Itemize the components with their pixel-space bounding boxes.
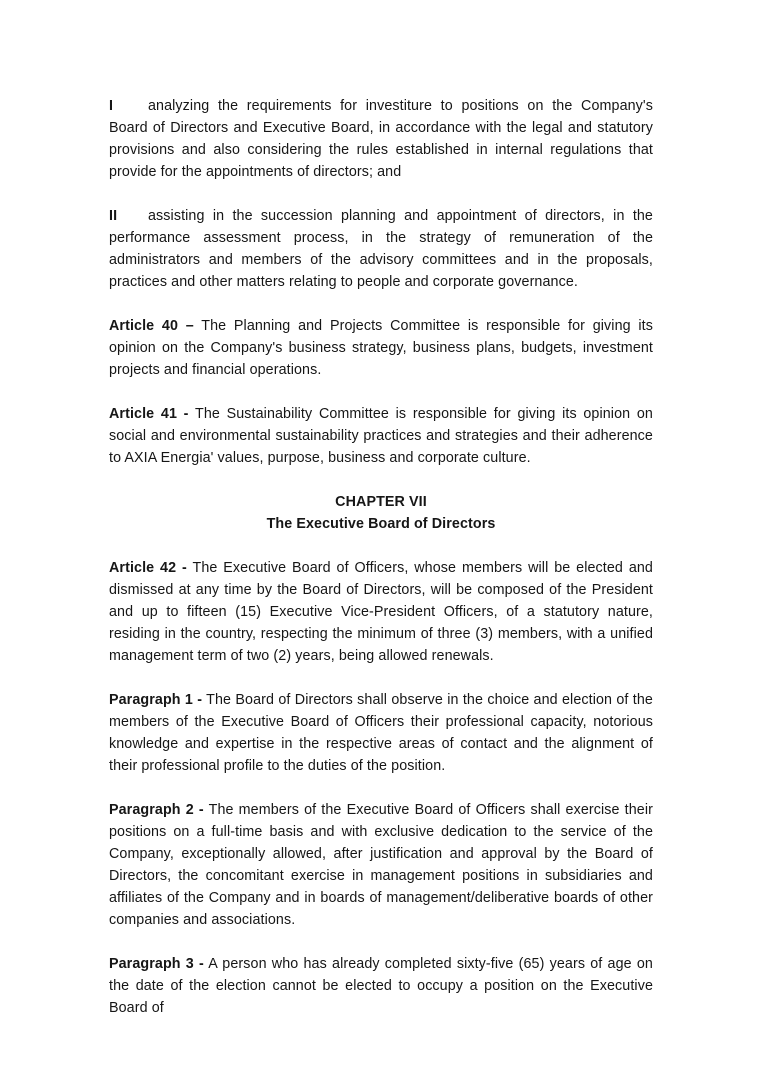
paragraph-3-text: A person who has already completed sixty-five (65) years of age on the date of the election cannot be elected to occupy a position on the Executive Board of [109, 956, 653, 1016]
article-42-text: The Executive Board of Officers, whose members will be elected and dismissed at any time by the Board of Directors, will be composed of the President and up to fifteen (15) Executive Vice-President Officers, of a statutory nature, residing in the country, respecting the minimum of three (3) members, with a unified management term of two (2) years, being allowed renewals. [109, 560, 653, 664]
chapter-title: The Executive Board of Directors [266, 516, 496, 532]
article-42-lead: Article 42 - [109, 560, 187, 576]
chapter-number: CHAPTER VII [335, 494, 427, 510]
paragraph-1-lead: Paragraph 1 - [109, 692, 203, 708]
paragraph-3 [109, 953, 653, 1019]
clause-text: analyzing the requirements for investiture to positions on the Company's Board of Directors and Executive Board, in accordance with the legal and statutory provisions and also considering the rules established in internal regulations that provide for the appointments of directors; and [109, 98, 653, 180]
article-40 [109, 315, 653, 381]
article-40-text: The Planning and Projects Committee is responsible for giving its opinion on the Company's business strategy, business plans, budgets, investment projects and financial operations. [109, 318, 653, 378]
clause-text: assisting in the succession planning and appointment of directors, in the performance assessment process, in the strategy of remuneration of the administrators and members of the advisory committees and in the proposals, practices and other matters relating to people and corporate governance. [109, 208, 653, 290]
article-40-lead: Article 40 – [109, 318, 194, 334]
article-41-lead: Article 41 - [109, 406, 189, 422]
clause-numeral: II [109, 208, 118, 224]
numbered-clause-1 [109, 95, 653, 183]
paragraph-1 [109, 689, 653, 777]
article-41 [109, 403, 653, 469]
paragraph-3-lead: Paragraph 3 - [109, 956, 204, 972]
article-41-text: The Sustainability Committee is responsible for giving its opinion on social and environmental sustainability practices and strategies and their adherence to AXIA Energia' values, purpose, business and corporate culture. [109, 406, 653, 466]
chapter-heading [109, 491, 653, 535]
paragraph-2-text: The members of the Executive Board of Officers shall exercise their positions on a full-time basis and with exclusive dedication to the service of the Company, exceptionally allowed, after justification and approval by the Board of Directors, the concomitant exercise in management positions in subsidiaries and affiliates of the Company and in boards of management/deliberative boards of other companies and associations. [109, 802, 653, 928]
paragraph-1-text: The Board of Directors shall observe in the choice and election of the members of the Executive Board of Officers their professional capacity, notorious knowledge and expertise in the respective areas of contact and the alignment of their professional profile to the duties of the position. [109, 692, 653, 774]
paragraph-2-lead: Paragraph 2 - [109, 802, 204, 818]
paragraph-2 [109, 799, 653, 931]
clause-numeral: I [109, 98, 114, 114]
numbered-clause-2 [109, 205, 653, 293]
article-42 [109, 557, 653, 667]
